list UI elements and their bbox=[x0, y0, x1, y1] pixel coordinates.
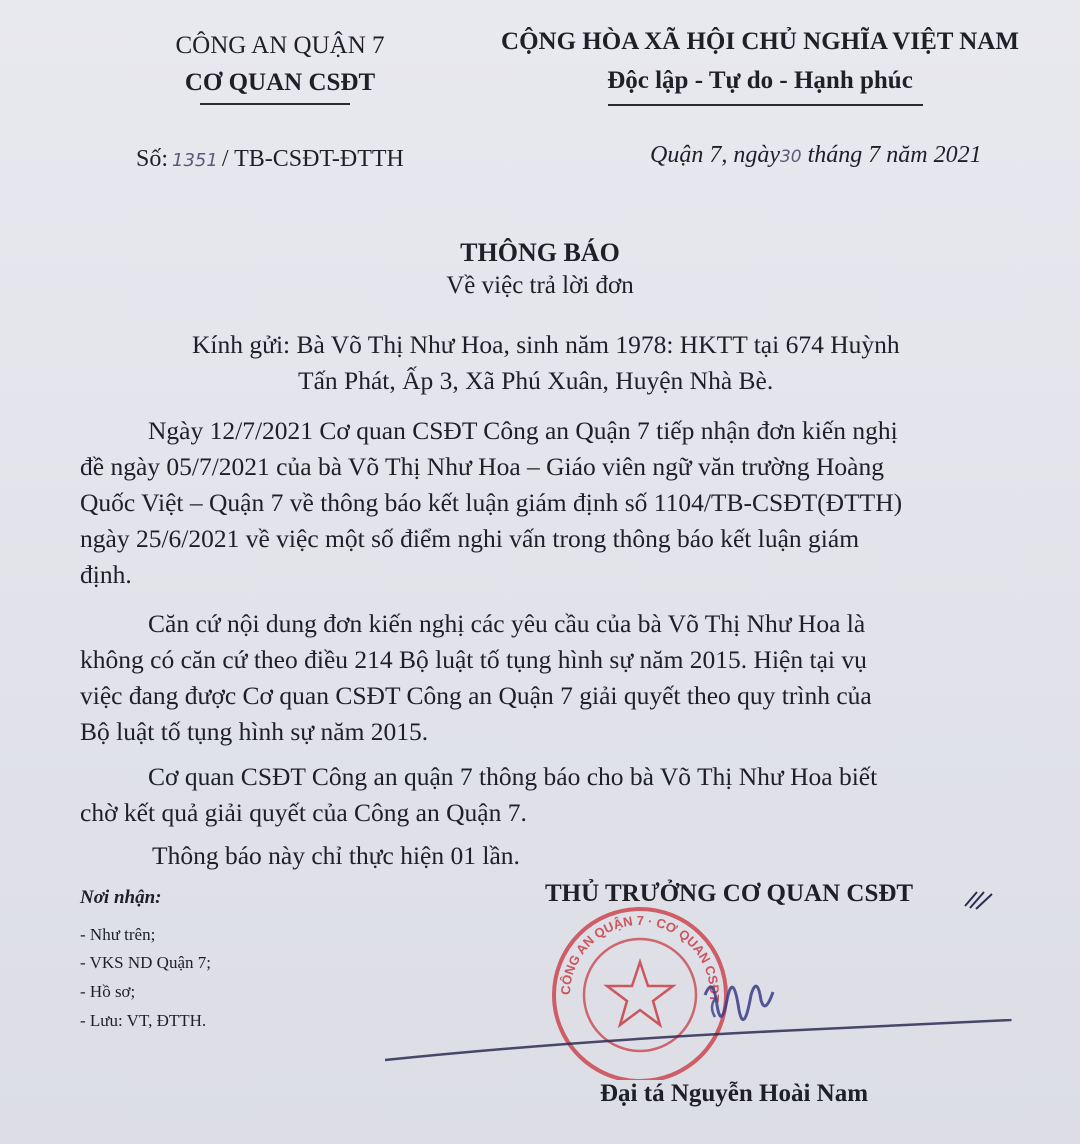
motto-underline bbox=[608, 104, 923, 106]
paragraph-2-line-1: Căn cứ nội dung đơn kiến nghị các yêu cầu của bà Võ Thị Như Hoa là bbox=[148, 609, 866, 638]
paragraph-1-line-5: định. bbox=[80, 560, 132, 589]
header-left-divider bbox=[200, 103, 350, 105]
recipient-item: - VKS ND Quận 7; bbox=[80, 953, 211, 972]
addressee-line-2: Tấn Phát, Ấp 3, Xã Phú Xuân, Huyện Nhà Bè. bbox=[298, 366, 774, 395]
paragraph-3-line-2: chờ kết quả giải quyết của Công an Quận 7. bbox=[80, 798, 527, 827]
seal-text: CÔNG AN QUẬN 7 · CƠ QUAN CSĐT bbox=[557, 912, 723, 1003]
document-number bbox=[136, 146, 404, 173]
signer-position: THỦ TRƯỞNG CƠ QUAN CSĐT bbox=[545, 880, 914, 907]
recipient-item: - Hồ sơ; bbox=[80, 982, 136, 1001]
paragraph-3-line-1: Cơ quan CSĐT Công an quận 7 thông báo cho bà Võ Thị Như Hoa biết bbox=[148, 762, 878, 791]
document-title: THÔNG BÁO bbox=[460, 238, 620, 267]
paragraph-2-line-4: Bộ luật tố tụng hình sự năm 2015. bbox=[80, 717, 429, 746]
date-day: 30 bbox=[779, 147, 802, 167]
date-suffix: tháng 7 năm 2021 bbox=[807, 142, 982, 168]
number-suffix: / TB-CSĐT-ĐTTH bbox=[221, 146, 404, 172]
unit-name: CƠ QUAN CSĐT bbox=[184, 69, 376, 96]
document-date bbox=[650, 142, 982, 169]
paragraph-1-line-4: ngày 25/6/2021 về việc một số điểm nghi vấn trong thông báo kết luận giám bbox=[80, 524, 860, 553]
addressee-line-1: Kính gửi: Bà Võ Thị Như Hoa, sinh năm 1978: HKTT tại 674 Huỳnh bbox=[192, 330, 900, 359]
paragraph-2-line-3: việc đang được Cơ quan CSĐT Công an Quận 7 giải quyết theo quy trình của bbox=[80, 681, 872, 710]
number-prefix: Số: bbox=[136, 146, 169, 172]
number-handwritten: 1351 bbox=[172, 150, 218, 171]
initial-mark bbox=[962, 884, 998, 912]
recipient-item: - Như trên; bbox=[80, 925, 156, 944]
agency-name: CÔNG AN QUẬN 7 bbox=[175, 32, 385, 59]
paragraph-1-line-2: đề ngày 05/7/2021 của bà Võ Thị Như Hoa – Giáo viên ngữ văn trường Hoàng bbox=[80, 452, 884, 481]
signer-name: Đại tá Nguyễn Hoài Nam bbox=[600, 1080, 869, 1107]
paragraph-1-line-3: Quốc Việt – Quận 7 về thông báo kết luận giám định số 1104/TB-CSĐT(ĐTTH) bbox=[80, 488, 903, 517]
recipients-heading: Nơi nhận: bbox=[80, 887, 162, 908]
document-subject: Về việc trả lời đơn bbox=[446, 272, 634, 299]
country-name: CỘNG HÒA XÃ HỘI CHỦ NGHĨA VIỆT NAM bbox=[501, 28, 1019, 55]
date-prefix: Quận 7, ngày bbox=[650, 142, 780, 168]
paragraph-2-line-2: không có căn cứ theo điều 214 Bộ luật tố tụng hình sự năm 2015. Hiện tại vụ bbox=[80, 645, 867, 674]
handwritten-signature bbox=[380, 955, 1020, 1065]
paragraph-4: Thông báo này chỉ thực hiện 01 lần. bbox=[152, 841, 520, 870]
paragraph-1-line-1: Ngày 12/7/2021 Cơ quan CSĐT Công an Quận 7 tiếp nhận đơn kiến nghị bbox=[148, 416, 898, 445]
national-motto: Độc lập - Tự do - Hạnh phúc bbox=[607, 67, 913, 94]
recipient-item: - Lưu: VT, ĐTTH. bbox=[80, 1011, 207, 1030]
